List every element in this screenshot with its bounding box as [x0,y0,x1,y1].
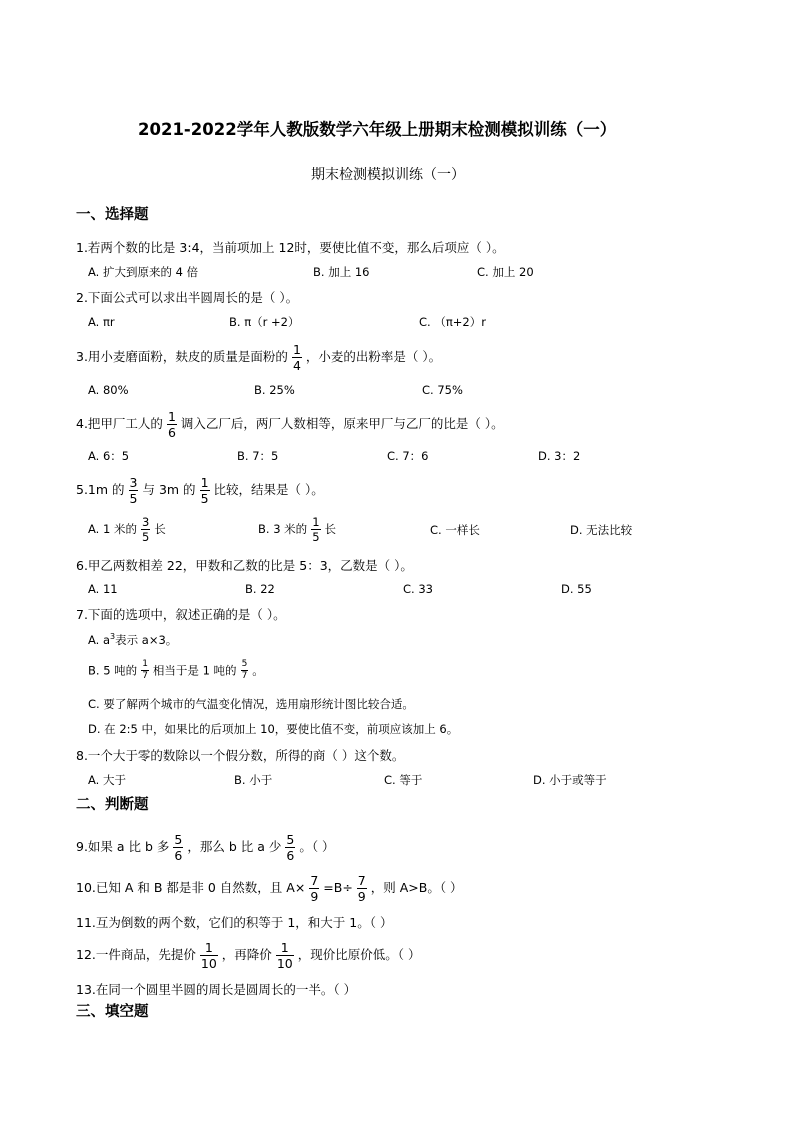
fraction: $\frac{1}{10}$ [200,940,217,972]
fraction: $\frac{5}{6}$ [286,832,295,864]
question-7-option-a: A. $a^3$表示 a×3。 [88,632,178,647]
question-4 [76,410,504,439]
question-5-option-d: D. 无法比较 [570,523,633,537]
fraction: $\frac{3}{5}$ [129,475,138,507]
section-heading-choice: 一、选择题 [76,207,149,223]
question-3-option-a: A. 80% [88,383,129,397]
fraction: $\frac{7}{9}$ [357,873,366,905]
question-3-option-c: C. 75% [422,383,463,397]
section-heading-judgement: 二、判断题 [76,797,149,813]
question-8: 8.一个大于零的数除以一个假分数，所得的商（ ）这个数。 [76,748,405,763]
question-7-option-b: B. 5 吨的 $\frac{1}{7}$ 相当于是 1 吨的 $\frac{5}{7}$ 。 [88,659,264,682]
question-1-option-a: A. 扩大到原来的 4 倍 [88,265,199,279]
question-7: 7.下面的选项中，叙述正确的是（ ）。 [76,607,286,622]
question-4-text-start: 4.把甲厂工人的 [76,416,163,432]
question-3 [76,343,441,372]
fraction: $\frac{1}{10}$ [276,940,293,972]
question-5-option-b: B. 3 米的 $\frac{1}{5}$ 长 [258,515,337,545]
question-4-option-a: A. 6：5 [88,449,130,463]
fraction: $\frac{7}{9}$ [310,873,319,905]
question-8-option-a: A. 大于 [88,773,126,787]
question-12: 12.一件商品，先提价 $\frac{1}{10}$ ，再降价 $\frac{1}{10}$ ，现价比原价低。（ ） [76,940,421,972]
question-1-option-c: C. 加上 20 [477,265,534,279]
fraction: $\frac{1}{7}$ [142,659,148,682]
fraction: $\frac{1}{5}$ [312,515,320,545]
question-10: 10.已知 A 和 B 都是非 0 自然数，且 A× $\frac{7}{9}$ =B÷ $\frac{7}{9}$ ，则 A>B。（ ） [76,873,463,905]
question-5-text-middle: 与 3m 的 [142,482,196,498]
question-5-text-end: 比较，结果是（ ）。 [213,482,324,498]
question-3-text-end: ，小麦的出粉率是（ ）。 [305,349,442,365]
question-6-option-d: D. 55 [561,582,592,596]
question-6-option-c: C. 33 [403,582,433,596]
question-3-option-b: B. 25% [254,383,295,397]
question-6-option-b: B. 22 [245,582,275,596]
question-4-text-end: 调入乙厂后，两厂人数相等，原来甲厂与乙厂的比是（ ）。 [180,416,504,432]
fraction: $\frac{5}{6}$ [174,832,183,864]
question-5 [76,476,324,505]
question-7-option-d: D. 在 2:5 中，如果比的后项加上 10，要使比值不变，前项应该加上 6。 [88,722,459,736]
question-2-option-c: C. （π+2）r [419,315,486,329]
question-2: 2.下面公式可以求出半圆周长的是（ ）。 [76,290,299,305]
question-6-option-a: A. 11 [88,582,118,596]
fraction: $\frac{1}{5}$ [200,475,209,507]
page-title: 2021-2022学年人教版数学六年级上册期末检测模拟训练（一） [138,120,617,139]
question-5-text-start: 5.1m 的 [76,482,125,498]
fraction: $\frac{1}{4}$ [292,342,301,374]
question-2-option-b: B. π（r +2） [229,315,300,329]
question-7-option-c: C. 要了解两个城市的气温变化情况，选用扇形统计图比较合适。 [88,697,414,711]
question-1-option-b: B. 加上 16 [313,265,370,279]
question-1: 1.若两个数的比是 3:4，当前项加上 12时，要使比值不变，那么后项应（ ）。 [76,240,505,255]
question-8-option-b: B. 小于 [234,773,273,787]
question-3-text-start: 3.用小麦磨面粉，麸皮的质量是面粉的 [76,349,288,365]
question-13: 13.在同一个圆里半圆的周长是圆周长的一半。（ ） [76,982,357,997]
fraction: $\frac{5}{7}$ [241,659,248,682]
question-9: 9.如果 a 比 b 多 $\frac{5}{6}$ ，那么 b 比 a 少 $\frac{5}{6}$ 。（ ） [76,832,335,864]
question-4-option-c: C. 7：6 [387,449,429,463]
question-6: 6.甲乙两数相差 22，甲数和乙数的比是 5：3，乙数是（ ）。 [76,558,413,573]
question-5-option-c: C. 一样长 [430,523,480,537]
question-4-option-d: D. 3：2 [538,449,581,463]
question-5-option-a: A. 1 米的 $\frac{3}{5}$ 长 [88,515,166,545]
page-subtitle: 期末检测模拟训练（一） [311,167,465,183]
fraction: $\frac{3}{5}$ [141,515,150,545]
question-4-option-b: B. 7：5 [237,449,279,463]
question-8-option-c: C. 等于 [384,773,423,787]
question-11: 11.互为倒数的两个数，它们的积等于 1，和大于 1。（ ） [76,915,393,930]
section-heading-fill-in: 三、填空题 [76,1004,149,1020]
question-8-option-d: D. 小于或等于 [533,773,607,787]
question-2-option-a: A. πr [88,315,115,329]
fraction: $\frac{1}{6}$ [167,409,176,441]
